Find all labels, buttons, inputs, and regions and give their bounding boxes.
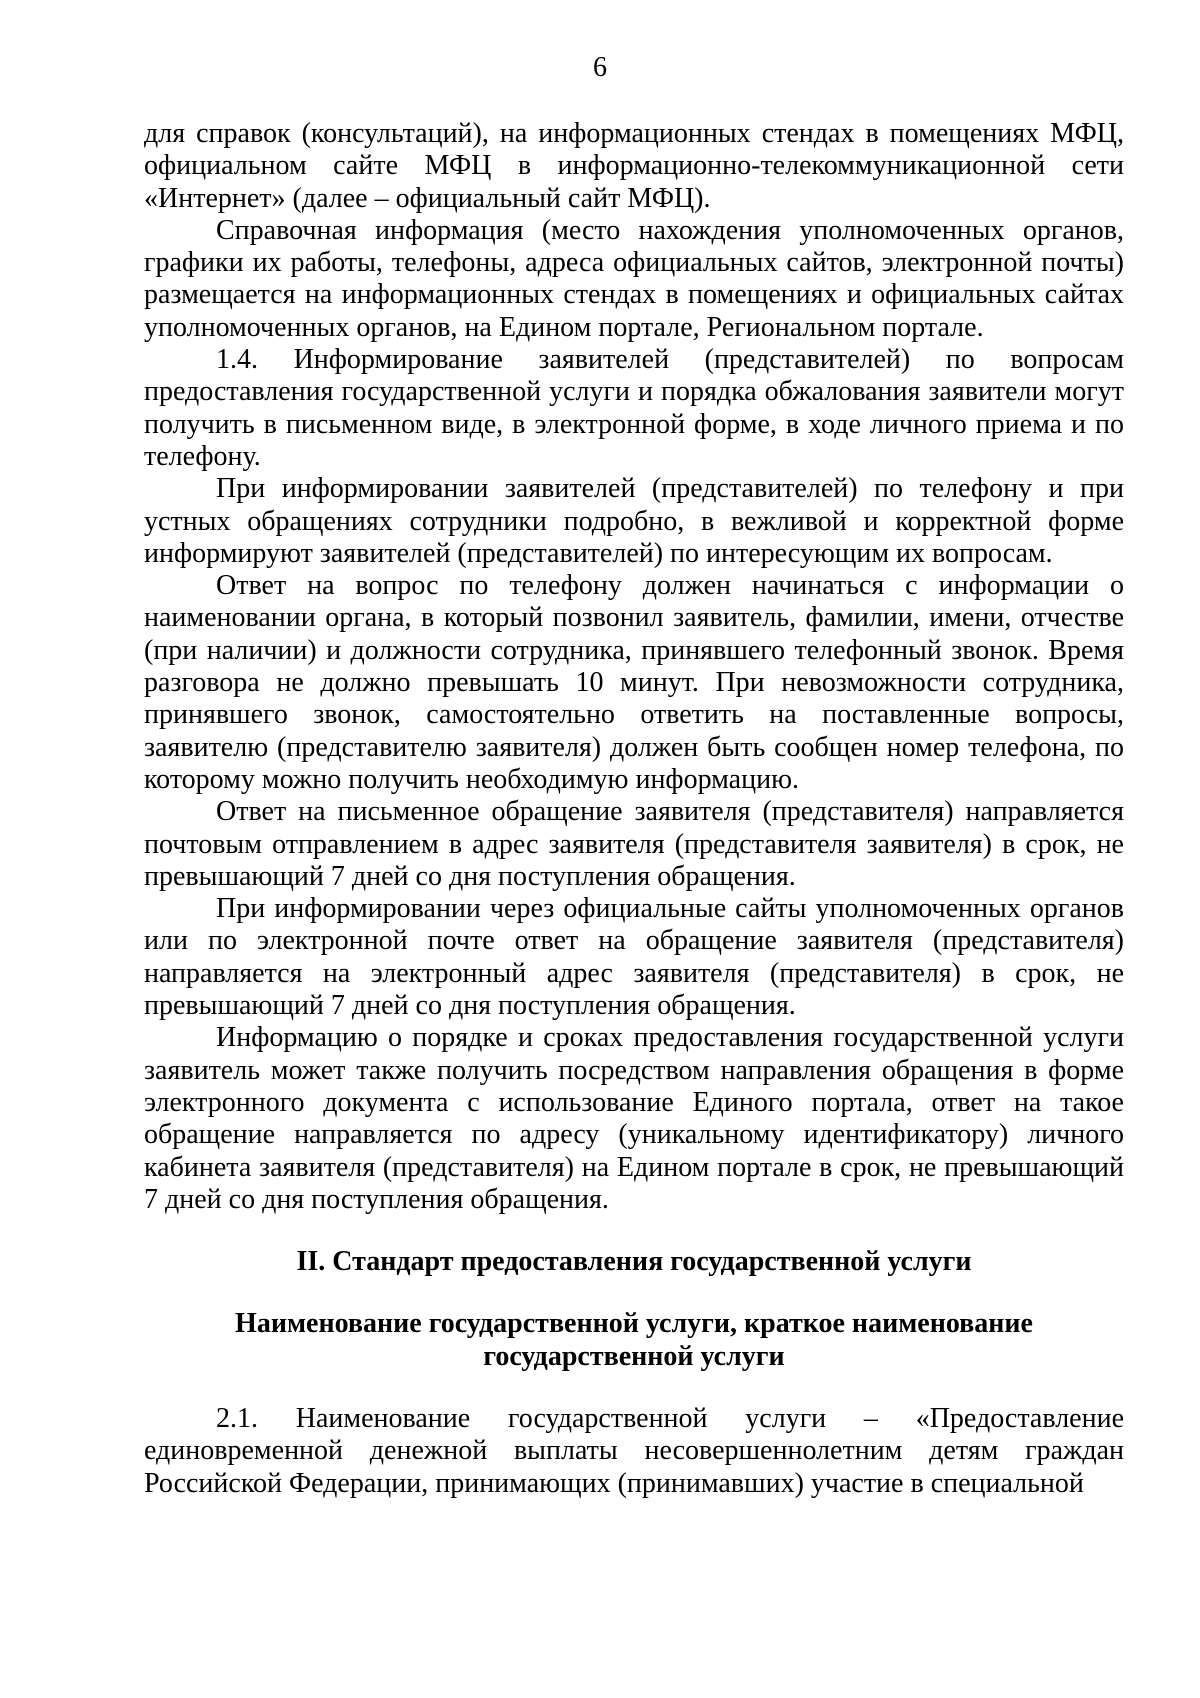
paragraph: При информировании заявителей (представителей) по телефону и при устных обращениях сотрудники подробно, в вежливой и корректной форме информируют заявителей (представителей) по интересующим их вопросам.: [144, 473, 1124, 569]
subsection-heading-line: Наименование государственной услуги, краткое наименование: [235, 1308, 1033, 1340]
paragraph: для справок (консультаций), на информационных стендах в помещениях МФЦ, официальном сайте МФЦ в информационно-телекоммуникационной сети «Интернет» (далее – официальный сайт МФЦ).: [144, 118, 1124, 214]
paragraph: Ответ на вопрос по телефону должен начинаться с информации о наименовании органа, в который позвонил заявитель, фамилии, имени, отчестве (при наличии) и должности сотрудника, принявшего телефонный звонок. Время разговора не должно превышать 10 минут. При невозможности сотрудника, принявшего звонок, самостоятельно ответить на поставленные вопросы, заявителю (представителю заявителя) должен быть сообщен номер телефона, по которому можно получить необходимую информацию.: [144, 570, 1124, 795]
paragraph: Ответ на письменное обращение заявителя (представителя) направляется почтовым отправлением в адрес заявителя (представителя заявителя) в срок, не превышающий 7 дней со дня поступления обращения.: [144, 796, 1124, 892]
paragraph: 2.1. Наименование государственной услуги – «Предоставление единовременной денежной выплаты несовершеннолетним детям граждан Российской Федерации, принимающих (принимавших) участие в специальной: [144, 1402, 1124, 1499]
document-body: [144, 118, 1124, 1500]
paragraph: 1.4. Информирование заявителей (представителей) по вопросам предоставления государственной услуги и порядка обжалования заявители могут получить в письменном виде, в электронной форме, в ходе личного приема и по телефону.: [144, 344, 1124, 472]
subsection-heading-line: государственной услуги: [483, 1340, 785, 1372]
section-heading: II. Стандарт предоставления государственной услуги: [296, 1246, 972, 1278]
page-number: 6: [593, 52, 607, 83]
subsection-heading: [144, 1308, 1124, 1373]
paragraph: При информировании через официальные сайты уполномоченных органов или по электронной почте ответ на обращение заявителя (представителя) направляется на электронный адрес заявителя (представителя) в срок, не превышающий 7 дней со дня поступления обращения.: [144, 893, 1124, 1022]
paragraph: Информацию о порядке и сроках предоставления государственной услуги заявитель может также получить посредством направления обращения в форме электронного документа с использование Единого портала, ответ на такое обращение направляется по адресу (уникальному идентификатору) личного кабинета заявителя (представителя) на Едином портале в срок, не превышающий 7 дней со дня поступления обращения.: [144, 1022, 1124, 1215]
paragraph: Справочная информация (место нахождения уполномоченных органов, графики их работы, телефоны, адреса официальных сайтов, электронной почты) размещается на информационных стендах в помещениях и официальных сайтах уполномоченных органов, на Едином портале, Региональном портале.: [144, 214, 1124, 343]
